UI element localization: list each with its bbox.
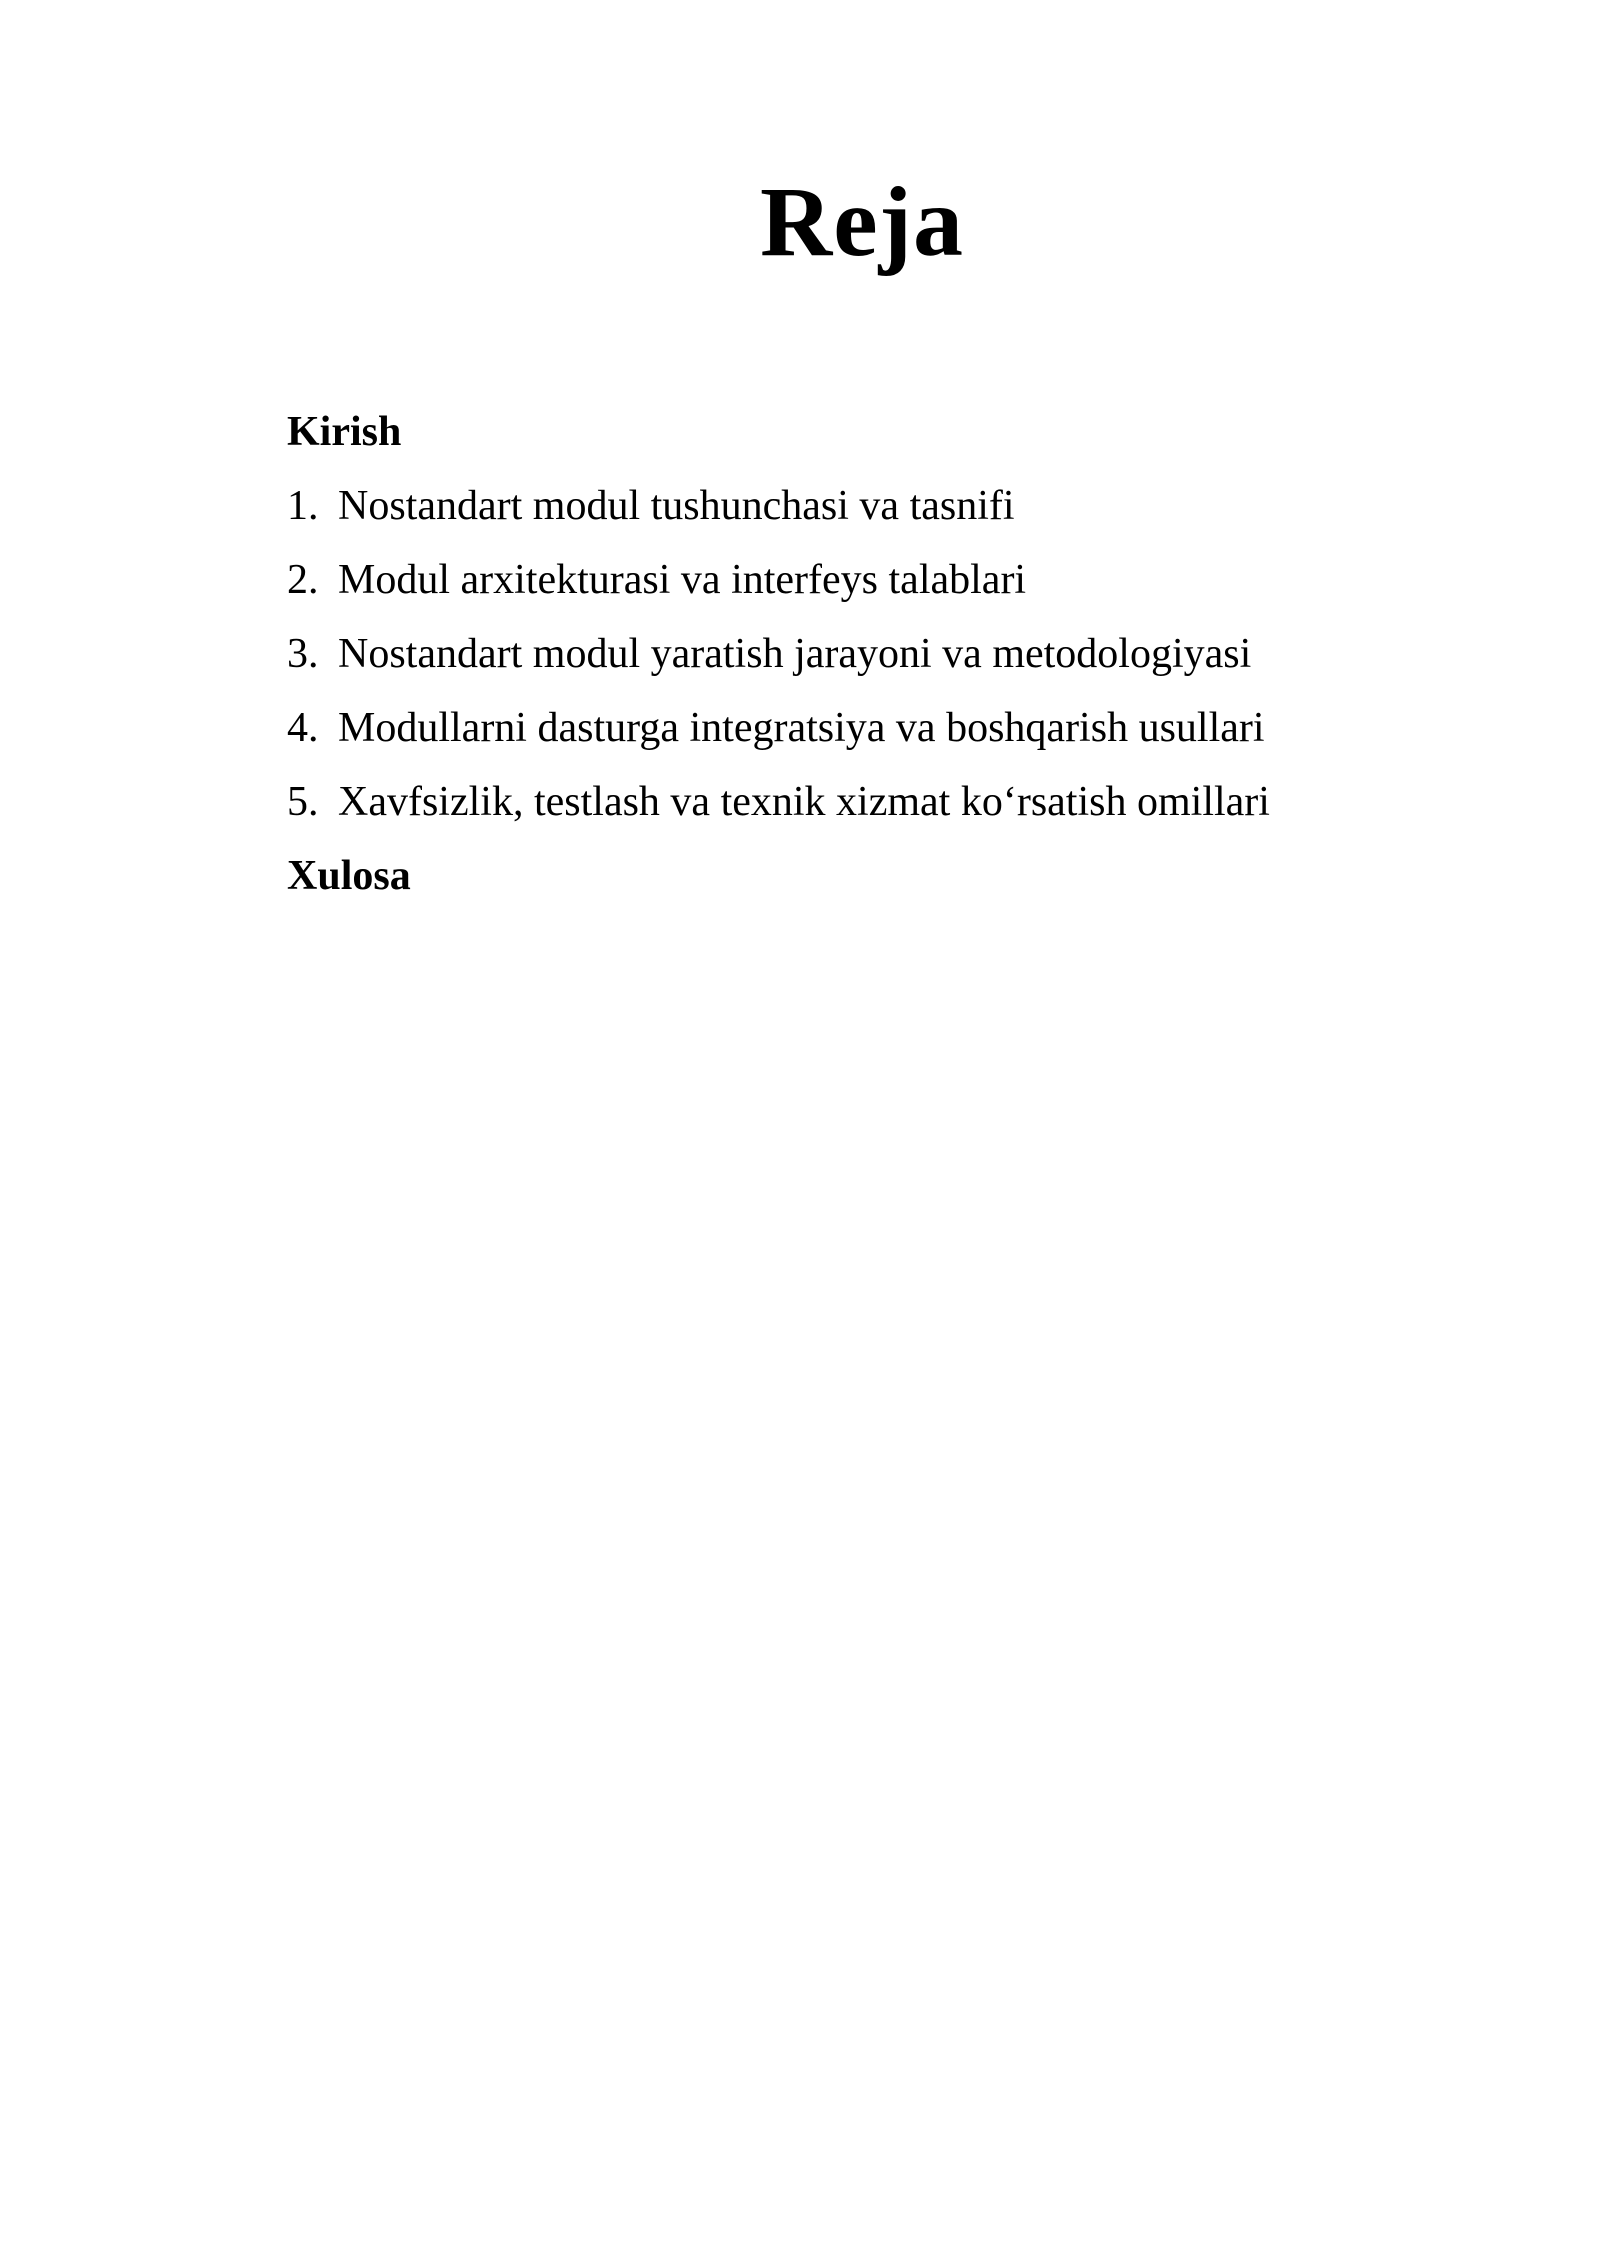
toc-item-number: 5.	[287, 779, 319, 825]
toc-item-2	[287, 543, 1487, 617]
toc-item-1	[287, 469, 1487, 543]
page-title: Reja	[760, 166, 964, 277]
toc-item-text: Modul arxitekturasi va interfeys talablari	[338, 557, 1027, 603]
toc-item-4	[287, 691, 1487, 765]
toc-item-number: 1.	[287, 483, 319, 529]
toc-item-3	[287, 617, 1487, 691]
toc-item-number: 4.	[287, 705, 319, 751]
toc-item-number: 2.	[287, 557, 319, 603]
toc-item-number: 3.	[287, 631, 319, 677]
toc-item-text: Xavfsizlik, testlash va texnik xizmat ko‘rsatish omillari	[338, 779, 1270, 825]
toc-item-5	[287, 765, 1487, 839]
toc-item-text: Nostandart modul tushunchasi va tasnifi	[338, 483, 1015, 529]
toc-conclusion-heading: Xulosa	[287, 853, 411, 899]
toc-item-text: Nostandart modul yaratish jarayoni va metodologiyasi	[338, 631, 1252, 677]
toc-item-text: Modullarni dasturga integratsiya va boshqarish usullari	[338, 705, 1265, 751]
toc-intro-heading: Kirish	[287, 409, 402, 455]
table-of-contents	[287, 395, 1487, 913]
